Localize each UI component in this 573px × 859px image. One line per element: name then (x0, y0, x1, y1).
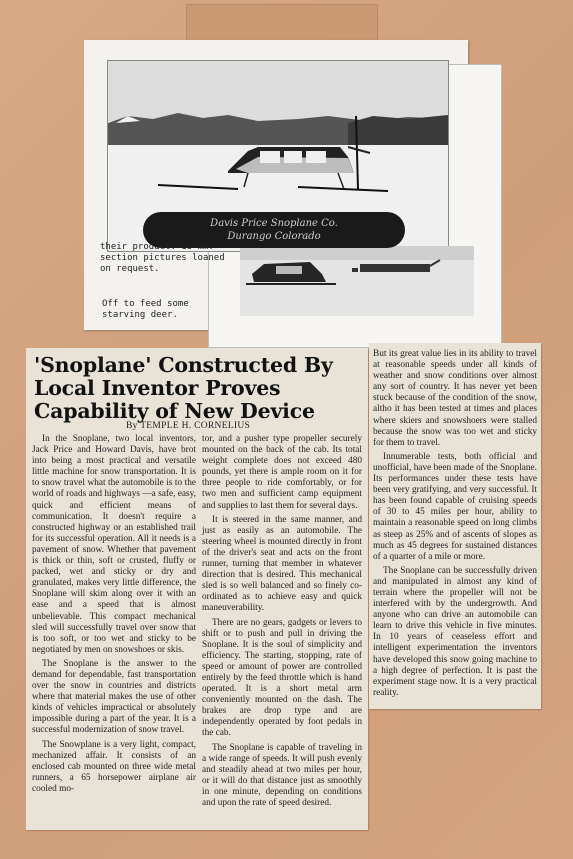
paragraph: There are no gears, gadgets or levers to shift or to push and pull in driving the Snoplane. It is the soul of simplicity and efficiency. The starting, stopping, rate of speed or amount of power are controlled entirely by the feed throttle which is hand operated. It is a short metal arm conveniently mounted on the dash. The brakes are drop type and are independently operated by foot pedals in the cab. (202, 617, 362, 739)
plate-location: Durango Colorado (227, 231, 321, 242)
paragraph: The Snoplane is capable of traveling in a wide range of speeds. It will push evenly and steadily ahead at two miles per hour, or it will do that distance just as smoothly in one minute, depending on conditions and upon the rate of speed desired. (202, 742, 362, 808)
deer-caption: Off to feed some starving deer. (102, 299, 189, 320)
article-column-3 (373, 349, 537, 699)
article-byline: By TEMPLE H. CORNELIUS (126, 421, 251, 431)
newspaper-clipping-main (26, 348, 368, 830)
paragraph: But its great value lies in its ability to travel at reasonable speeds under all kinds of weather and snow conditions over almost any sort of country. It has never yet been stuck because of the condition of the snow, altho it has been tested at times and places where skiers and snowshoers were stalled because the snow was too wet and sticky for them to travel. (373, 349, 537, 448)
paragraph: It is steered in the same manner, and just as easily as an automobile. The steering wheel is mounted directly in front of the driver's seat and acts on the front runner, turning that member in whatever direction that is desired. This mechanical sled is so well balanced and so finely co-ordinated as to achieve easy and quick maneuverability. (202, 514, 362, 614)
film-loan-caption: their product. 16 mm. section pictures loaned on request. (100, 242, 225, 274)
paragraph: tor, and a pusher type propeller securely mounted on the back of the cab. Its total weight complete does not exceed 480 pounds, yet there is ample room on it for three people to ride comfortably, or for two men and sufficient camp equipment and supplies to last them for several days. (202, 434, 362, 511)
article-column-2 (202, 434, 362, 809)
paragraph: The Snoplane can be successfully driven and manipulated in almost any kind of terrain where the propeller will not be interfered with by the undergrowth. And anyone who can drive an automobile can learn to drive this vehicle in five minutes. In 10 years of ceaseless effort and intelligent experimentation the inventors have developed this snow going machine to a high degree of perfection. It is past the experiment stage now. It is a very practical reality. (373, 565, 537, 698)
deer-feeding-photo (240, 246, 474, 316)
paragraph: Innumerable tests, both official and unofficial, have been made of the Snoplane. Its performances under these tests have been very gratifying, and very successful. It has been found capable of cruising speeds of 30 to 45 miles per hour, ability to maintain a reasonable speed on long climbs as steep as 25% and of ascents of slopes as much as 45 degrees for sustained distances of a quarter of a mile or more. (373, 451, 537, 562)
paragraph: The Snoplane is the answer to the demand for dependable, fast transportation over the snow in countries and districts where that material makes the use of other kinds of vehicles impractical or absolutely impossible during a part of the year. It is a successful modernization of snow travel. (32, 658, 196, 736)
paragraph: The Snowplane is a very light, compact, mechanized affair. It consists of an enclosed cab mounted on three wide metal runners, a 65 horsepower airplane air cooled mo- (32, 739, 196, 794)
article-headline: 'Snoplane' Constructed By Local Inventor Proves Capability of New Device (34, 353, 333, 423)
deer-feeding-photo-drawing (240, 246, 474, 316)
paragraph: In the Snoplane, two local inventors, Jack Price and Howard Davis, have brot into being a most practical and versatile little machine for snow transportation. It is to snow travel what the automobile is to the world of roads and highways —a safe, easy, quick and efficient means of communication. It doesn't require a constructed highway or an established trail for its successful operation. All it needs is a pavement of snow. Whether that pavement is thick or thin, soft or crusted, fluffy or packed, wet and sticky or dry and granulated, makes very little difference, the Snoplane will skim along over it with an ease and a speed that is almost unbelievable. This compact mechanical sled will successfully travel over snow that is too soft, or too wet and sticky to be negotiated by men on snowshoes or skis. (32, 434, 196, 655)
article-column-1 (32, 434, 196, 795)
plate-company: Davis Price Snoplane Co. (210, 218, 338, 229)
newspaper-clipping-continued (369, 343, 541, 709)
